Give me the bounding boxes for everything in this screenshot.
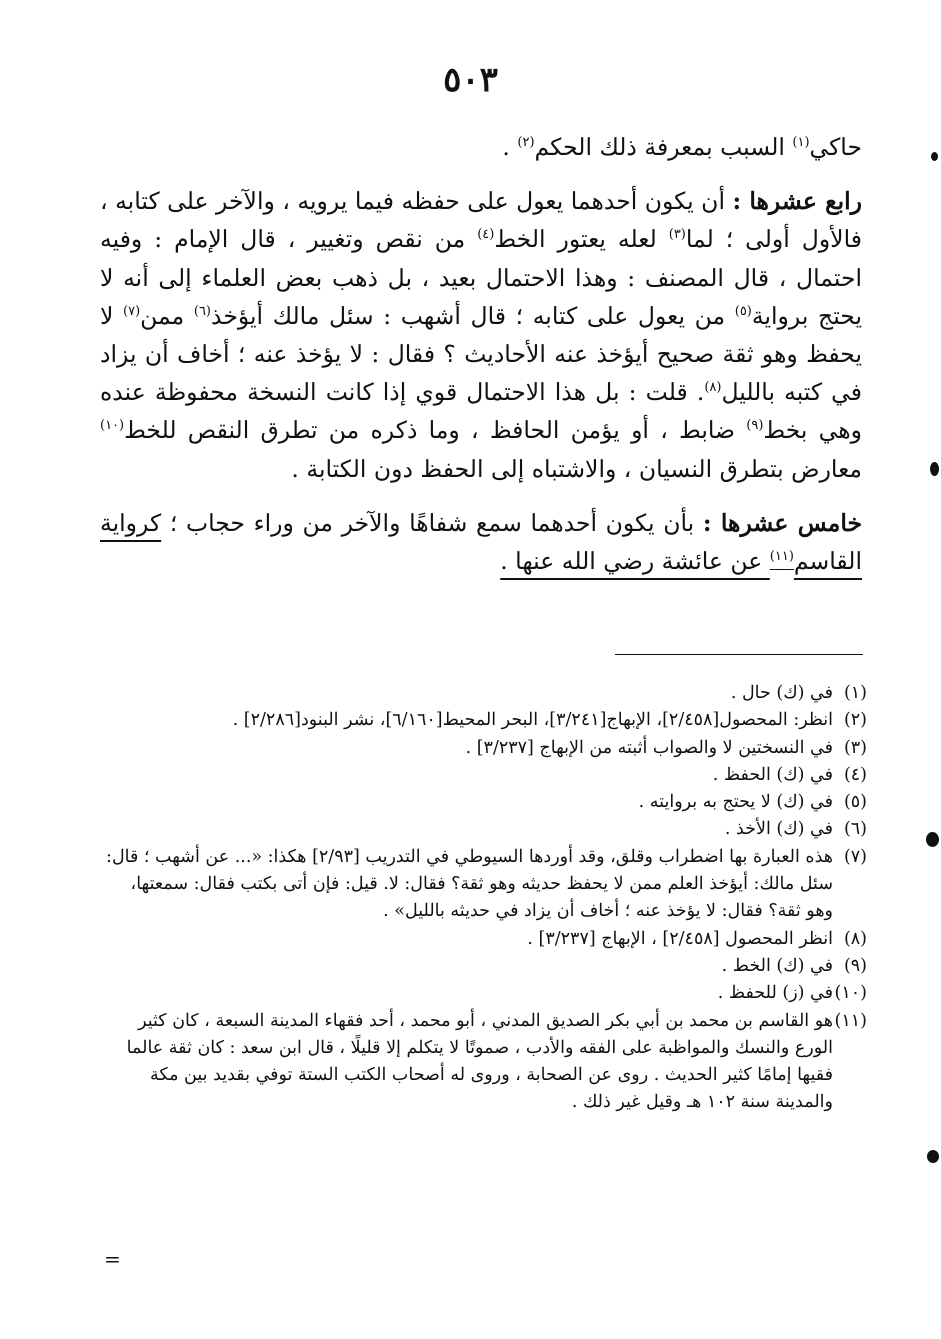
footnote bbox=[100, 707, 867, 734]
section-heading: خامس عشرها : bbox=[702, 508, 863, 537]
footnote-marker: (٥) bbox=[734, 303, 752, 319]
footnote-marker: (٣) bbox=[668, 227, 686, 243]
footnote-number: (١٠) bbox=[834, 983, 867, 1004]
footnote-number: (٢) bbox=[843, 710, 867, 731]
page-number: ٥٠٣ bbox=[443, 60, 498, 100]
footnote-text: انظر: المحصول[٢/٤٥٨]، الإبهاج[٣/٢٤١]، البحر المحيط[٦/١٦٠]، نشر البنود[٢/٢٨٦] . bbox=[232, 710, 833, 731]
footnote-marker: (٤) bbox=[477, 227, 495, 243]
body-text: أن يكون أحدهما يعول على حفظه فيما يرويه ، والآخر على كتابه ، فالأول أولى ؛ لما bbox=[100, 187, 862, 254]
footnote bbox=[100, 1008, 867, 1117]
footnote-number: (٥) bbox=[843, 792, 867, 813]
body-text: . bbox=[502, 133, 518, 161]
continuation-mark: = bbox=[104, 1247, 121, 1271]
main-text bbox=[100, 128, 862, 580]
footnote-marker: (٧) bbox=[123, 303, 141, 319]
footnote-marker: (٨) bbox=[704, 380, 722, 396]
body-text: . قلت : بل هذا الاحتمال قوي إذا كانت النسخة محفوظة عنده وهي بخط bbox=[100, 378, 862, 445]
body-text: من نقص وتغيير ، قال الإمام : وفيه احتمال ، قال المصنف : وهذا الاحتمال بعيد ، بل ذهب بعض العلماء إلى أنه لا يحتج برواية bbox=[100, 225, 862, 330]
paragraph bbox=[100, 128, 862, 166]
footnote-marker: (١) bbox=[792, 135, 810, 151]
footnote-text: في (ك) الحفظ . bbox=[712, 764, 833, 785]
footnote-number: (٧) bbox=[843, 846, 867, 867]
footnote bbox=[100, 816, 867, 843]
footnote bbox=[100, 762, 867, 789]
footnote bbox=[100, 980, 867, 1007]
body-text: ضابط ، أو يؤمن الحافظ ، وما ذكره من تطرق النقص للخط bbox=[124, 416, 747, 445]
footnote-marker: (٩) bbox=[746, 418, 764, 434]
footnote bbox=[100, 735, 867, 762]
body-text: لا يحفظ وهو ثقة صحيح أيؤخذ عنه الأحاديث ؟ فقال : لا يؤخذ عنه ؛ أخاف أن يزاد في كتبه بالليل bbox=[100, 301, 862, 407]
footnote-text: هو القاسم بن محمد بن أبي بكر الصديق المدني ، أبو محمد ، أحد فقهاء المدينة السبعة ، كان كثير الورع والنسك والمواظبة على الفقه والأدب ، صموتًا لا يتكلم إلا قليلًا ، قال ابن سعد : كان ثقة عالما فقيها إمامًا كثير الحديث . روى عن الصحابة ، وروى له أصحاب الكتب الستة توفي بقديد بين مكة والمدينة سنة ١٠٢ هـ وقيل غير ذلك . bbox=[126, 1010, 833, 1113]
margin-speck bbox=[930, 462, 939, 476]
footnote-marker: (٢) bbox=[517, 135, 535, 151]
footnote-text: في (ز) للحفظ . bbox=[717, 983, 833, 1004]
footnote-text: في (ك) الخط . bbox=[721, 955, 833, 976]
footnote-number: (٣) bbox=[843, 737, 867, 758]
footnote bbox=[100, 953, 867, 980]
body-text: من يعول على كتابه ؛ قال أشهب : سئل مالك أيؤخذ bbox=[211, 301, 735, 330]
body-text: معارض بتطرق النسيان ، والاشتباه إلى الحفظ دون الكتابة . bbox=[291, 454, 862, 483]
margin-speck bbox=[926, 832, 939, 847]
footnote-number: (٩) bbox=[843, 955, 867, 976]
body-text: ممن bbox=[140, 301, 194, 330]
paragraph bbox=[100, 182, 862, 488]
footnote-number: (٨) bbox=[843, 928, 867, 949]
footnote-number: (١) bbox=[843, 683, 867, 703]
body-text: بأن يكون أحدهما سمع شفاهًا والآخر من وراء حجاب ؛ bbox=[161, 508, 703, 537]
margin-speck bbox=[927, 1150, 939, 1163]
underlined-text: كرواية القاسم bbox=[100, 508, 862, 576]
underlined-text: عن عائشة رضي الله عنها . bbox=[500, 547, 770, 576]
footnote-marker: (١١) bbox=[769, 549, 794, 565]
section-heading: رابع عشرها : bbox=[732, 187, 863, 216]
footnotes bbox=[100, 680, 867, 1117]
footnote-marker: (٦) bbox=[193, 303, 211, 319]
body-text: السبب بمعرفة ذلك الحكم bbox=[534, 133, 793, 161]
footnote-text: في (ك) حال . bbox=[730, 683, 833, 703]
paragraph bbox=[100, 504, 862, 580]
footnote bbox=[100, 680, 867, 707]
footnote-marker: (١٠) bbox=[100, 418, 125, 434]
footnote-number: (٤) bbox=[843, 764, 867, 785]
footnote bbox=[100, 789, 867, 816]
body-text: حاكي bbox=[809, 133, 862, 161]
footnote-number: (٦) bbox=[843, 819, 867, 840]
footnote bbox=[100, 844, 867, 926]
footnote-text: في (ك) لا يحتج به بروايته . bbox=[638, 792, 833, 813]
footnote-number: (١١) bbox=[834, 1010, 867, 1031]
footnote-text: في (ك) الأخذ . bbox=[724, 819, 833, 840]
footnote-text: في النسختين لا والصواب أثبته من الإبهاج [٣/٢٣٧] . bbox=[465, 737, 833, 758]
footnote-separator bbox=[615, 654, 863, 655]
body-text: لعله يعتور الخط bbox=[494, 225, 669, 254]
footnote-text: هذه العبارة بها اضطراب وقلق، وقد أوردها السيوطي في التدريب [٢/٩٣] هكذا: «... عن أشهب ؛ قال: سئل مالك: أيؤخذ العلم ممن لا يحفظ حديثه وهو ثقة؟ فقال: لا. قيل: فإن أتى بكتب فقال: سمعتها، وهو ثقة؟ فقال: لا يؤخذ عنه ؛ أخاف أن يزاد في حديثه بالليل» . bbox=[106, 846, 833, 922]
margin-speck bbox=[931, 152, 938, 161]
footnote bbox=[100, 926, 867, 953]
footnote-text: انظر المحصول [٢/٤٥٨] ، الإبهاج [٣/٢٣٧] . bbox=[527, 928, 833, 949]
